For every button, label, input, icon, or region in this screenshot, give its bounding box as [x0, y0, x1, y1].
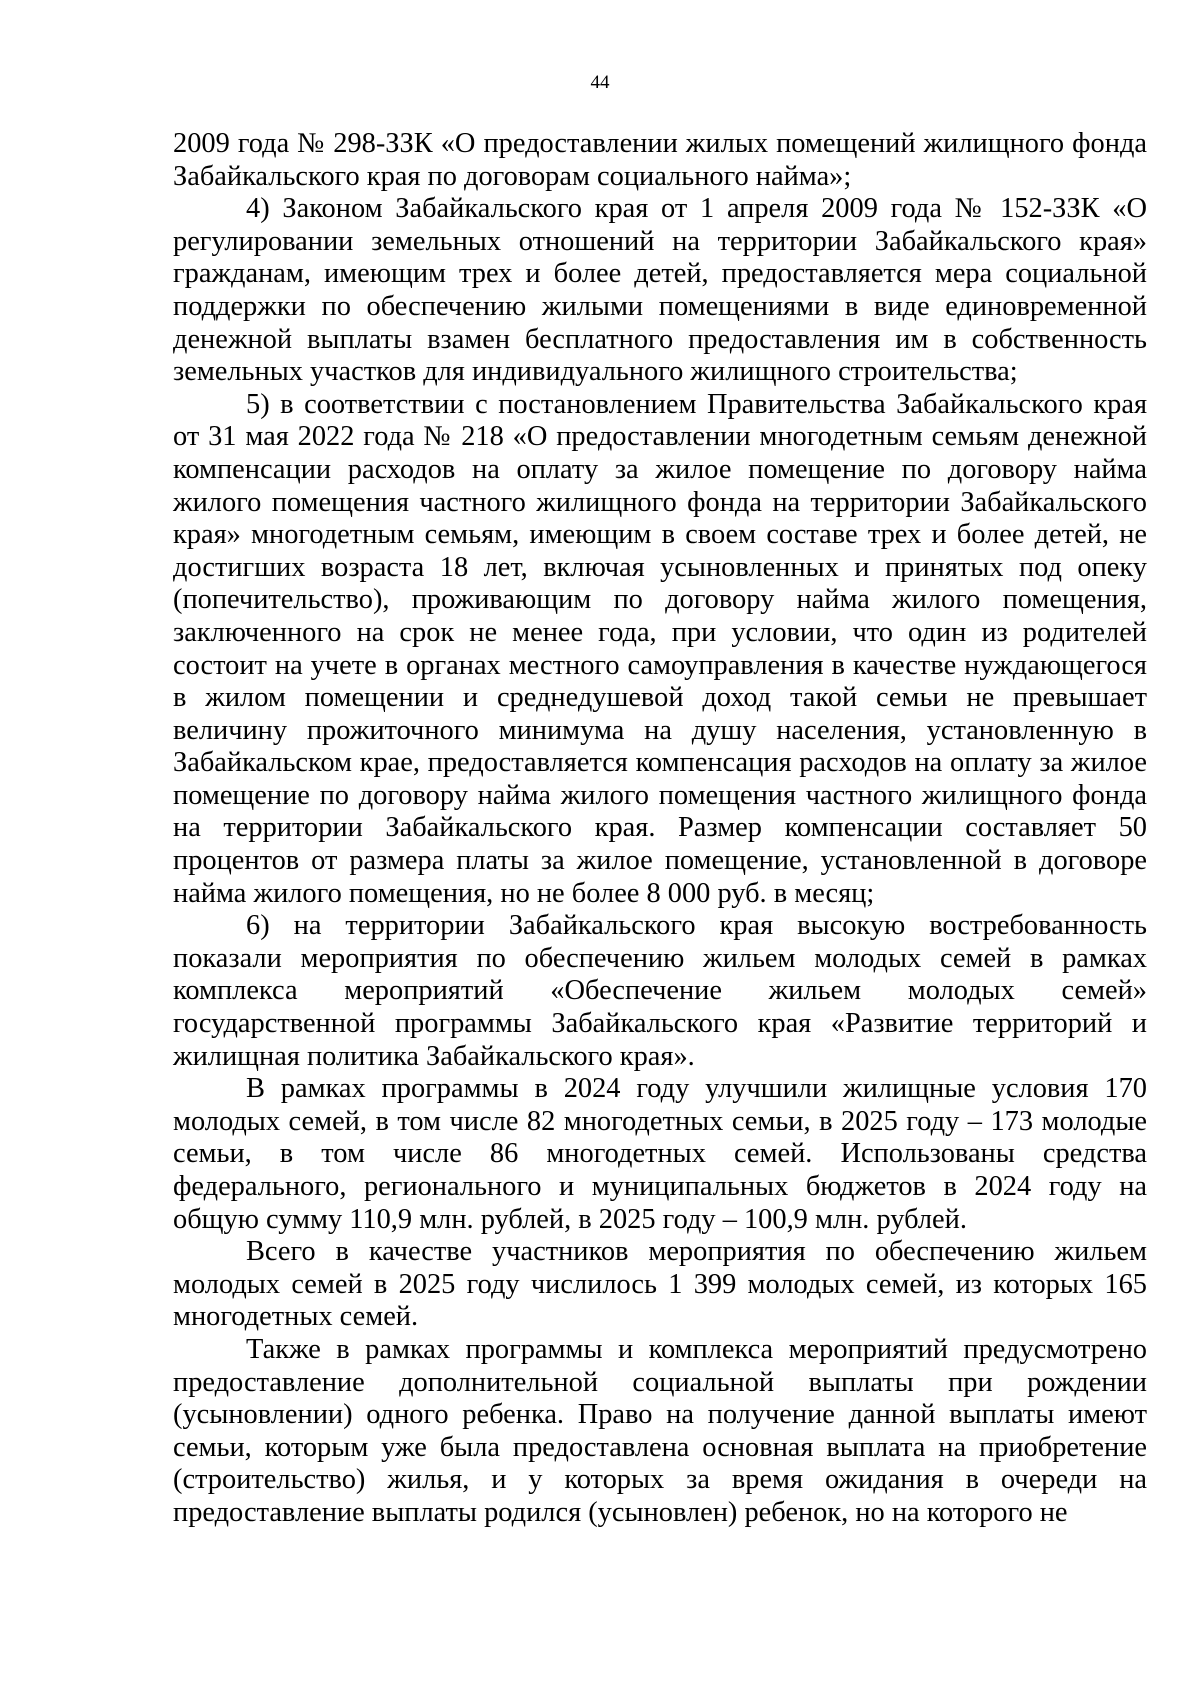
paragraph-program-results: В рамках программы в 2024 году улучшили жилищные условия 170 молодых семей, в том числе 82 многодетных семьи, в 2025 году – 173 молодые семьи, в том числе 86 многодетных семей. Использованы средства федерального, регионального и муниципальных бюджетов в 2024 году на общую сумму 110,9 млн. рублей, в 2025 году – 100,9 млн. рублей.: [173, 1073, 1147, 1235]
document-body: [173, 128, 1147, 1530]
paragraph-item-5: 5) в соответствии с постановлением Правительства Забайкальского края от 31 мая 2022 года № 218 «О предоставлении многодетным семьям денежной компенсации расходов на оплату за жилое помещение по договору найма жилого помещения частного жилищного фонда на территории Забайкальского края» многодетным семьям, имеющим в своем составе трех и более детей, не достигших возраста 18 лет, включая усыновленных и принятых под опеку (попечительство), проживающим по договору найма жилого помещения, заключенного на срок не менее года, при условии, что один из родителей состоит на учете в органах местного самоуправления в качестве нуждающегося в жилом помещении и среднедушевой доход такой семьи не превышает величину прожиточного минимума на душу населения, установленную в Забайкальском крае, предоставляется компенсация расходов на оплату за жилое помещение по договору найма жилого помещения частного жилищного фонда на территории Забайкальского края. Размер компенсации составляет 50 процентов от размера платы за жилое помещение, установленной в договоре найма жилого помещения, но не более 8 000 руб. в месяц;: [173, 388, 1147, 909]
paragraph-item-6: 6) на территории Забайкальского края высокую востребованность показали мероприятия по обеспечению жильем молодых семей в рамках комплекса мероприятий «Обеспечение жильем молодых семей» государственной программы Забайкальского края «Развитие территорий и жилищная политика Забайкальского края».: [173, 910, 1147, 1072]
paragraph-item-4: 4) Законом Забайкальского края от 1 апреля 2009 года № 152-ЗЗК «О регулировании земельных отношений на территории Забайкальского края» гражданам, имеющим трех и более детей, предоставляется мера социальной поддержки по обеспечению жилыми помещениями в виде единовременной денежной выплаты взамен бесплатного предоставления им в собственность земельных участков для индивидуального жилищного строительства;: [173, 193, 1147, 388]
page-number: 44: [590, 72, 610, 93]
paragraph-continuation: 2009 года № 298-ЗЗК «О предоставлении жилых помещений жилищного фонда Забайкальского края по договорам социального найма»;: [173, 128, 1147, 192]
paragraph-additional-payment: Также в рамках программы и комплекса мероприятий предусмотрено предоставление дополнительной социальной выплаты при рождении (усыновлении) одного ребенка. Право на получение данной выплаты имеют семьи, которым уже была предоставлена основная выплата на приобретение (строительство) жилья, и у которых за время ожидания в очереди на предоставление выплаты родился (усыновлен) ребенок, но на которого не: [173, 1333, 1147, 1528]
paragraph-participants: Всего в качестве участников мероприятия по обеспечению жильем молодых семей в 2025 году числилось 1 399 молодых семей, из которых 165 многодетных семей.: [173, 1236, 1147, 1333]
